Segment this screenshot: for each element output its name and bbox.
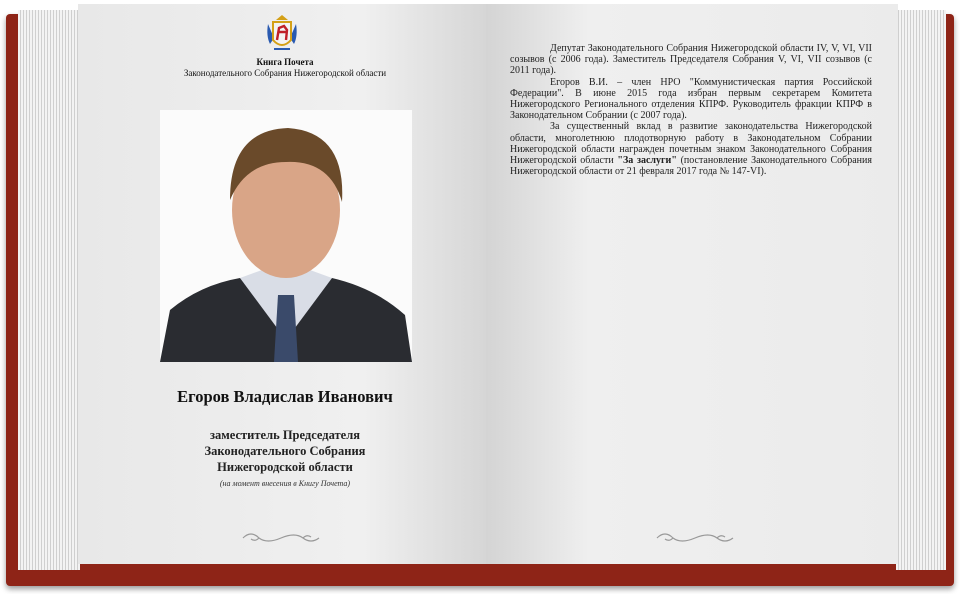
book-subtitle: Законодательного Собрания Нижегородской области [183, 68, 387, 78]
portrait-photo [160, 110, 412, 362]
left-page-stack [18, 10, 80, 570]
entry-note: (на момент внесения в Книгу Почета) [219, 479, 351, 488]
position-line: Законодательного Собрания [204, 444, 366, 458]
position-line: Нижегородской области [217, 460, 353, 474]
bio-paragraph: Егоров В.И. – член НРО "Коммунистическая партия Российской Федерации". В июне 2015 года избран первым секретарем Комитета Нижегородского Регионального отделения КПРФ. Руководитель фракции КПРФ в Законодательном Собрании (с 2007 года). [510, 76, 872, 122]
award-decree: (постановление Законодательного Собрания Нижегородской области от 21 февраля 2017 года № 147-VI). [510, 155, 872, 178]
right-page-stack [896, 10, 946, 570]
award-name: "За заслуги" [617, 155, 677, 167]
coat-of-arms-icon [264, 14, 300, 54]
ornament-icon [241, 530, 321, 546]
person-position [160, 427, 410, 475]
ornament-icon [655, 530, 735, 546]
biography-text [510, 43, 872, 177]
award-text: За существенный вклад в развитие законодательства Нижегородской области, многолетнюю плодотворную работу в Законодательном Собрании Нижегородской области награжден почетным знаком Законодательного Собрания Нижегородской области [510, 121, 872, 167]
person-name: Егоров Владислав Иванович [177, 387, 393, 406]
award-paragraph [510, 121, 872, 177]
position-line: заместитель Председателя [210, 428, 360, 442]
book-title: Книга Почета [256, 57, 314, 67]
bio-paragraph: Депутат Законодательного Собрания Нижегородской области IV, V, VI, VII созывов (с 2006 года). Заместитель Председателя Собрания V, VI, VII созывов (с 2011 года). [510, 43, 872, 77]
